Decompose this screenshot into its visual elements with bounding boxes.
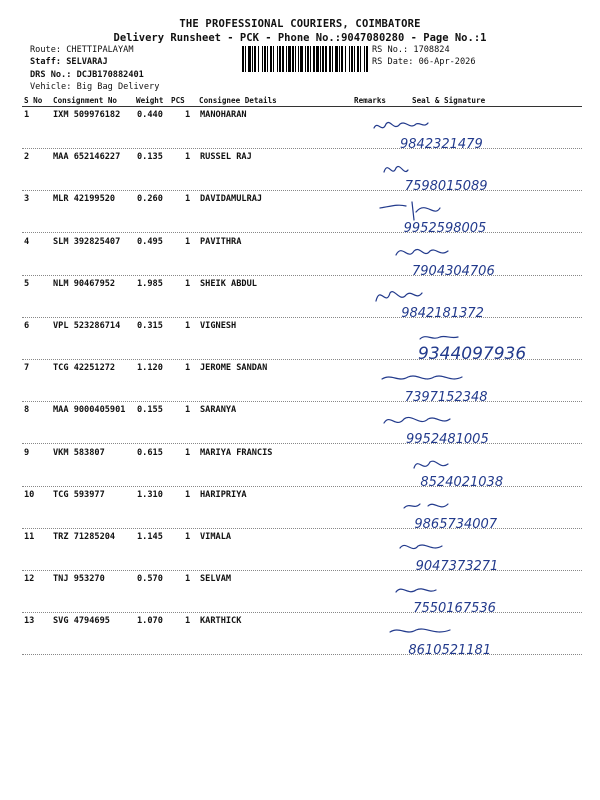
- staff-value: SELVARAJ: [66, 57, 108, 67]
- row-weight: 1.070: [137, 616, 163, 627]
- row-consignment-no: NLM 90467952: [53, 278, 116, 289]
- document-title: THE PROFESSIONAL COURIERS, COIMBATORE: [179, 18, 421, 30]
- signature-phone: 7397152348: [404, 390, 488, 406]
- col-weight-header: Weight: [136, 96, 164, 105]
- route-value: CHETTIPALAYAM: [66, 45, 134, 55]
- row-consignment-no: TCG 42251272: [53, 363, 116, 374]
- barcode-bar: [245, 46, 246, 72]
- signature-stroke: [382, 376, 462, 379]
- signature-phone: 8610521181: [408, 643, 492, 659]
- signature-stroke: [374, 122, 428, 128]
- rs-no-label: RS No.:: [372, 45, 409, 55]
- barcode-bar: [360, 46, 361, 72]
- row-consignment-no: TRZ 71285204: [53, 532, 116, 542]
- signature-phone: 9842181372: [401, 305, 484, 321]
- barcode-bar: [262, 46, 263, 72]
- barcode-bar: [345, 46, 346, 72]
- col-pcs-header: PCS: [171, 96, 185, 105]
- signature-phone: 7550167536: [413, 601, 496, 617]
- barcode-bar: [298, 46, 299, 72]
- signature-stroke: [400, 545, 442, 549]
- row-consignee: DAVIDAMULRAJ: [200, 194, 263, 205]
- row-sno: 4: [24, 236, 30, 247]
- barcode-bar: [366, 46, 368, 72]
- barcode-bar: [364, 46, 365, 72]
- barcode-bar: [316, 46, 319, 72]
- row-divider: [22, 401, 582, 402]
- signature-stroke: [396, 249, 448, 255]
- signature-phone: 9952481005: [406, 432, 489, 448]
- signature-stroke: [380, 202, 440, 220]
- row-weight: 1.145: [137, 532, 163, 542]
- row-sno: 10: [24, 489, 35, 500]
- row-pcs: 1: [185, 152, 191, 163]
- barcode-bar: [273, 46, 274, 72]
- row-weight: 1.310: [137, 489, 163, 500]
- row-consignment-no: VKM 583807: [53, 447, 105, 458]
- row-sno: 3: [24, 194, 30, 205]
- row-consignee: MARIYA FRANCIS: [200, 447, 273, 458]
- staff-label: Staff:: [30, 57, 62, 67]
- barcode-bar: [252, 46, 253, 72]
- row-pcs: 1: [185, 574, 191, 585]
- row-divider: [22, 275, 582, 276]
- row-pcs: 1: [185, 447, 191, 458]
- barcode-bar: [270, 46, 272, 72]
- row-weight: 0.135: [137, 152, 163, 163]
- rs-date-line: [372, 57, 476, 67]
- signature-phone: 9865734007: [414, 516, 498, 532]
- row-consignee: VIGNESH: [200, 321, 237, 331]
- row-consignee: HARIPRIYA: [200, 489, 247, 500]
- vehicle-label: Vehicle:: [30, 82, 72, 92]
- row-consignment-no: MAA 652146227: [53, 152, 121, 163]
- row-sno: 13: [24, 616, 35, 627]
- barcode-bar: [339, 46, 340, 72]
- row-sno: 9: [24, 447, 30, 458]
- row-sno: 2: [24, 152, 30, 163]
- barcode-bar: [310, 46, 311, 72]
- rs-no-value: 1708824: [413, 45, 450, 55]
- row-divider: [22, 359, 582, 360]
- row-consignment-no: MAA 9000405901: [53, 405, 126, 416]
- row-consignee: VIMALA: [200, 532, 232, 542]
- row-weight: 0.495: [137, 236, 163, 247]
- signature-stroke: [414, 461, 448, 468]
- row-pcs: 1: [185, 278, 191, 289]
- row-pcs: 1: [185, 194, 191, 205]
- barcode-bar: [267, 46, 268, 72]
- barcode-bar: [351, 46, 353, 72]
- row-weight: 0.570: [137, 574, 163, 585]
- vehicle-line: [30, 82, 159, 92]
- row-divider: [22, 528, 582, 529]
- document-subtitle: Delivery Runsheet - PCK - Phone No.:9047080280 - Page No.:1: [113, 32, 487, 44]
- row-consignee: RUSSEL RAJ: [200, 152, 252, 163]
- row-weight: 0.315: [137, 321, 163, 331]
- rs-no-line: [372, 45, 450, 55]
- signature-phone: 9952598005: [403, 221, 487, 237]
- signature-stroke: [384, 167, 408, 173]
- row-consignee: PAVITHRA: [200, 236, 242, 247]
- row-pcs: 1: [185, 616, 191, 627]
- row-sno: 5: [24, 278, 30, 289]
- row-consignment-no: SLM 392825407: [53, 236, 121, 247]
- route-label: Route:: [30, 45, 62, 55]
- row-consignment-no: TNJ 953270: [53, 574, 105, 585]
- signature-phone: 7904304706: [412, 263, 495, 279]
- rs-date-value: 06-Apr-2026: [418, 57, 476, 67]
- barcode-bar: [242, 46, 244, 72]
- signature-phone: 9047373271: [415, 559, 499, 574]
- barcode-bar: [354, 46, 355, 72]
- row-pcs: 1: [185, 363, 191, 374]
- row-consignee: SARANYA: [200, 405, 237, 416]
- signature-phone: 9842321479: [400, 137, 483, 152]
- row-divider: [22, 654, 582, 655]
- barcode-bar: [322, 46, 324, 72]
- vehicle-value: Big Bag Delivery: [76, 82, 160, 92]
- row-consignment-no: MLR 42199520: [53, 194, 116, 205]
- row-divider: [22, 148, 582, 149]
- row-sno: 1: [24, 110, 30, 120]
- row-sno: 7: [24, 363, 30, 374]
- row-consignee: JEROME SANDAN: [200, 363, 268, 374]
- row-weight: 1.120: [137, 363, 163, 374]
- barcode-bar: [307, 46, 309, 72]
- row-divider: [22, 190, 582, 191]
- row-consignment-no: VPL 523286714: [53, 321, 121, 331]
- row-weight: 0.155: [137, 405, 163, 416]
- row-pcs: 1: [185, 489, 191, 500]
- row-consignment-no: SVG 4794695: [53, 616, 110, 627]
- signature-stroke: [396, 589, 436, 592]
- signature-stroke: [376, 291, 422, 300]
- barcode-bar: [329, 46, 331, 72]
- barcode-bar: [248, 46, 251, 72]
- barcode-bar: [277, 46, 278, 72]
- header-divider: [22, 106, 582, 107]
- signature-phone: 7598015089: [404, 179, 488, 195]
- row-weight: 1.985: [137, 278, 163, 289]
- col-consignee-header: Consignee Details: [199, 96, 277, 105]
- drs-label: DRS No.:: [30, 70, 72, 80]
- barcode-bar: [341, 46, 343, 72]
- barcode-bar: [254, 46, 256, 72]
- row-consignment-no: IXM 509976182: [53, 110, 121, 120]
- barcode-bar: [335, 46, 338, 72]
- barcode-bar: [295, 46, 296, 72]
- row-divider: [22, 612, 582, 613]
- row-weight: 0.440: [137, 110, 163, 120]
- row-sno: 6: [24, 321, 30, 331]
- barcode-bar: [332, 46, 333, 72]
- barcode-bar: [305, 46, 306, 72]
- row-pcs: 1: [185, 236, 191, 247]
- barcode-bar: [286, 46, 287, 72]
- staff-line: [30, 57, 108, 67]
- row-consignee: SHEIK ABDUL: [200, 278, 257, 289]
- barcode-bar: [258, 46, 259, 72]
- signature-stroke: [420, 336, 458, 339]
- barcode-image: [242, 46, 368, 72]
- row-divider: [22, 317, 582, 318]
- barcode-bar: [279, 46, 281, 72]
- signature-phone: 8524021038: [420, 474, 504, 490]
- row-pcs: 1: [185, 110, 191, 120]
- col-remarks-header: Remarks: [354, 96, 387, 105]
- signature-phone: 9344097936: [418, 344, 527, 364]
- row-divider: [22, 486, 582, 487]
- signature-stroke: [390, 629, 450, 632]
- row-sno: 8: [24, 405, 30, 416]
- barcode-bar: [325, 46, 327, 72]
- row-divider: [22, 570, 582, 571]
- row-divider: [22, 443, 582, 444]
- drs-value: DCJB170882401: [76, 70, 144, 80]
- barcode-bar: [349, 46, 350, 72]
- rs-date-label: RS Date:: [372, 57, 414, 67]
- col-sno-header: S No: [24, 96, 43, 105]
- barcode-bar: [313, 46, 315, 72]
- barcode-bar: [264, 46, 266, 72]
- row-sno: 11: [24, 532, 35, 542]
- barcode-bar: [320, 46, 321, 72]
- drs-line: [30, 70, 144, 80]
- row-consignee: SELVAM: [200, 574, 232, 585]
- row-consignee: KARTHICK: [200, 616, 242, 627]
- row-divider: [22, 232, 582, 233]
- col-seal-header: Seal & Signature: [412, 96, 486, 105]
- col-consignment-header: Consignment No: [53, 96, 118, 105]
- barcode-bar: [357, 46, 359, 72]
- row-weight: 0.260: [137, 194, 163, 205]
- barcode-bar: [300, 46, 303, 72]
- signature-stroke: [384, 418, 450, 424]
- row-consignment-no: TCG 593977: [53, 489, 105, 500]
- row-pcs: 1: [185, 321, 191, 331]
- route-line: [30, 45, 134, 55]
- signature-stroke: [404, 504, 448, 508]
- barcode-bar: [292, 46, 294, 72]
- row-pcs: 1: [185, 405, 191, 416]
- row-consignee: MANOHARAN: [200, 110, 247, 120]
- row-sno: 12: [24, 574, 35, 585]
- row-pcs: 1: [185, 532, 191, 542]
- barcode-bar: [282, 46, 284, 72]
- barcode-bar: [288, 46, 291, 72]
- row-weight: 0.615: [137, 447, 163, 458]
